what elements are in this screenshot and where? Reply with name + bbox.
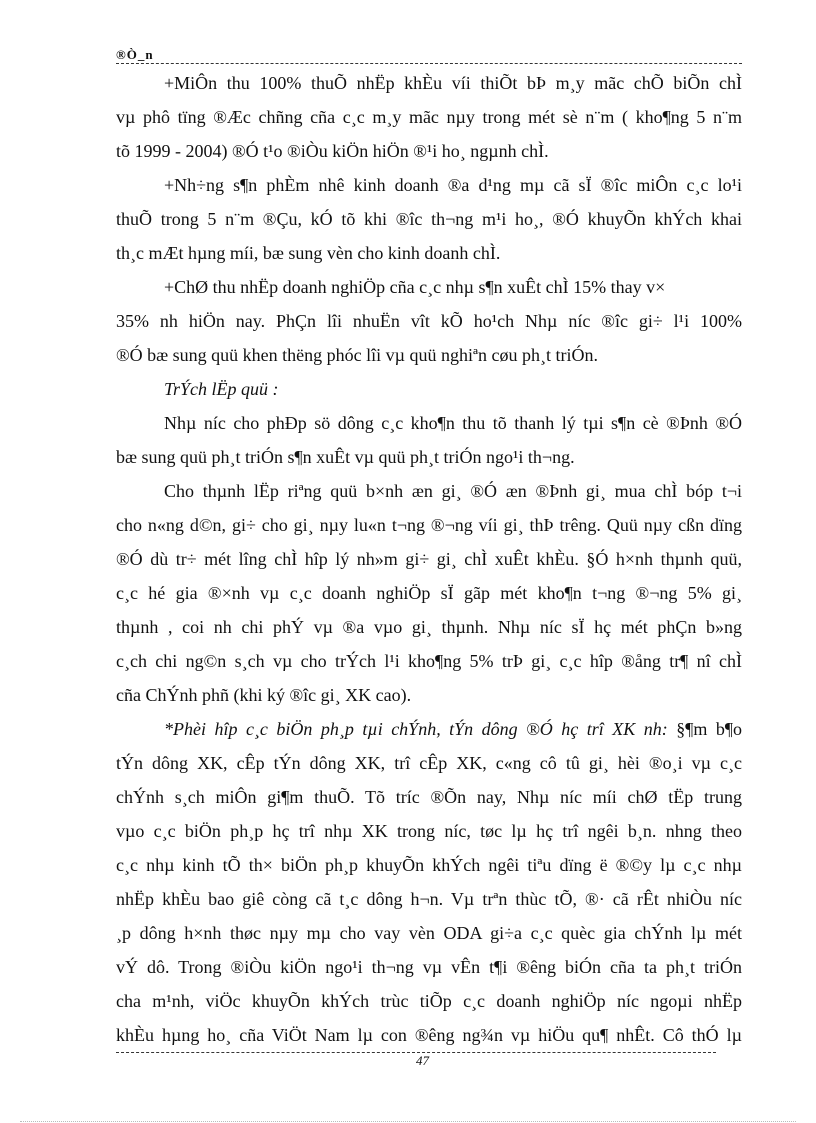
line-text: §¶m b¶o [667,719,742,739]
text-line [116,270,742,304]
line-text: cña ChÝnh phñ (khi ký ®îc gi¸ XK cao). [116,685,412,705]
body-text [116,66,742,1052]
text-line [116,236,742,270]
text-line [116,712,742,746]
running-header: ®Ò_n [116,47,154,62]
line-text: ®Ó dù tr÷ mét lîng chÌ hîp lý nh»m gi÷ gi¸ chÌ xuÊt khÈu. §Ó h×nh thµnh quü, [116,549,742,569]
text-line [116,508,742,542]
text-line [116,746,742,780]
line-text: th¸c mÆt hµng míi, bæ sung vèn cho kinh doanh chÌ. [116,243,501,263]
line-text: nhËp khÈu bao giê còng cã t¸c dông h¬n. Vµ trªn thùc tÕ, ®· cã rÊt nhiÒu níc [116,889,742,909]
line-text: 35% nh hiÖn nay. PhÇn lîi nhuËn vît kÕ ho¹ch Nhµ níc ®îc gi÷ l¹i 100% [116,311,742,331]
text-line [116,984,742,1018]
page-number: 47 [416,1053,429,1068]
line-text: c¸c nhµ kinh tÕ th× biÖn ph¸p khuyÕn khÝch ngêi tiªu dïng ë ®©y lµ c¸c nhµ [116,855,742,875]
text-line [116,576,742,610]
text-line [116,66,742,100]
text-line [116,338,742,372]
line-text: c¸ch chi ng©n s¸ch vµ cho trÝch l¹i kho¶ng 5% trÞ gi¸ c¸c hîp ®ång tr¶ nî chÌ [116,651,742,671]
line-text: cho n«ng d©n, gi÷ cho gi¸ nµy lu«n t¬ng ®¬ng víi gi¸ thÞ trêng. Quü nµy cßn dïng [116,515,742,535]
text-line [116,406,742,440]
text-line [116,304,742,338]
text-line [116,950,742,984]
italic-lead: *Phèi hîp c¸c biÖn ph¸p tµi chÝnh, tÝn dông ®Ó hç trî XK nh: [164,719,668,739]
text-line [116,916,742,950]
line-text: +MiÔn thu 100% thuÕ nhËp khÈu víi thiÕt bÞ m¸y mãc chÕ biÕn chÌ [164,73,742,93]
text-line [116,882,742,916]
text-line [116,780,742,814]
line-text: tÝn dông XK, cÊp tÝn dông XK, trî cÊp XK, c«ng cô tû gi¸ hèi ®o¸i vµ c¸c [116,753,742,773]
line-text: tõ 1999 - 2004) ®Ó t¹o ®iÒu kiÖn hiÖn ®¹i ho¸ ngµnh chÌ. [116,141,549,161]
text-line [116,678,742,712]
line-text: thuÕ trong 5 n¨m ®Çu, kÓ tõ khi ®îc th¬ng m¹i ho¸, ®Ó khuyÕn khÝch khai [116,209,742,229]
line-text: thµnh , coi nh chi phÝ vµ ®a vµo gi¸ thµnh. Nhµ níc sÏ hç mét phÇn b»ng [116,617,742,637]
text-line [116,542,742,576]
text-line [116,814,742,848]
line-text: vµo c¸c biÖn ph¸p hç trî nhµ XK trong níc, tøc lµ hç trî ngêi b¸n. nhng theo [116,821,742,841]
text-line [116,134,742,168]
line-text: +Nh÷ng s¶n phÈm nhê kinh doanh ®a d¹ng mµ cã sÏ ®îc miÔn c¸c lo¹i [164,175,742,195]
line-text: bæ sung quü ph¸t triÓn s¶n xuÊt vµ quü ph¸t triÓn ngo¹i th¬ng. [116,447,575,467]
header-rule [116,63,742,64]
line-text: vÝ dô. Trong ®iÒu kiÖn ngo¹i th¬ng vµ vÊn t¶i ®êng biÓn cña ta ph¸t triÓn [116,957,742,977]
line-text: vµ phô tïng ®Æc chñng cña c¸c m¸y mãc nµy trong mét sè n¨m ( kho¶ng 5 n¨m [116,107,742,127]
text-line [116,848,742,882]
line-text: Nhµ níc cho phÐp sö dông c¸c kho¶n thu tõ thanh lý tµi s¶n cè ®Þnh ®Ó [164,413,742,433]
text-line [116,202,742,236]
text-line [116,100,742,134]
line-text: Cho thµnh lËp riªng quü b×nh æn gi¸ ®Ó æn ®Þnh gi¸ mua chÌ bóp t¬i [164,481,742,501]
text-line [116,474,742,508]
line-text: ¸p dông h×nh thøc nµy mµ cho vay vèn ODA gi÷a c¸c quèc gia chÝnh lµ mét [116,923,742,943]
line-text: +ChØ thu nhËp doanh nghiÖp cña c¸c nhµ s¶n xuÊt chÌ 15% thay v× [164,277,666,297]
line-text: chÝnh s¸ch miÔn gi¶m thuÕ. Tõ tríc ®Õn nay, Nhµ níc míi chØ tËp trung [116,787,742,807]
text-line [116,1018,742,1052]
line-text: c¸c hé gia ®×nh vµ c¸c doanh nghiÖp sÏ gãp mét kho¶n t¬ng ®¬ng 5% gi¸ [116,583,742,603]
text-line [116,372,742,406]
line-text: ®Ó bæ sung quü khen thëng phóc lîi vµ quü nghiªn cøu ph¸t triÓn. [116,345,598,365]
text-line [116,440,742,474]
text-line [116,168,742,202]
page-bottom-edge [20,1121,796,1122]
text-line [116,644,742,678]
line-text: khÈu hµng ho¸ cña ViÖt Nam lµ con ®êng ng¾n vµ hiÖu qu¶ nhÊt. Cô thÓ lµ [116,1025,742,1045]
line-text: TrÝch lËp quü : [164,379,279,399]
line-text: cha m¹nh, viÖc khuyÕn khÝch trùc tiÕp c¸c doanh nghiÖp níc ngoµi nhËp [116,991,742,1011]
text-line [116,610,742,644]
